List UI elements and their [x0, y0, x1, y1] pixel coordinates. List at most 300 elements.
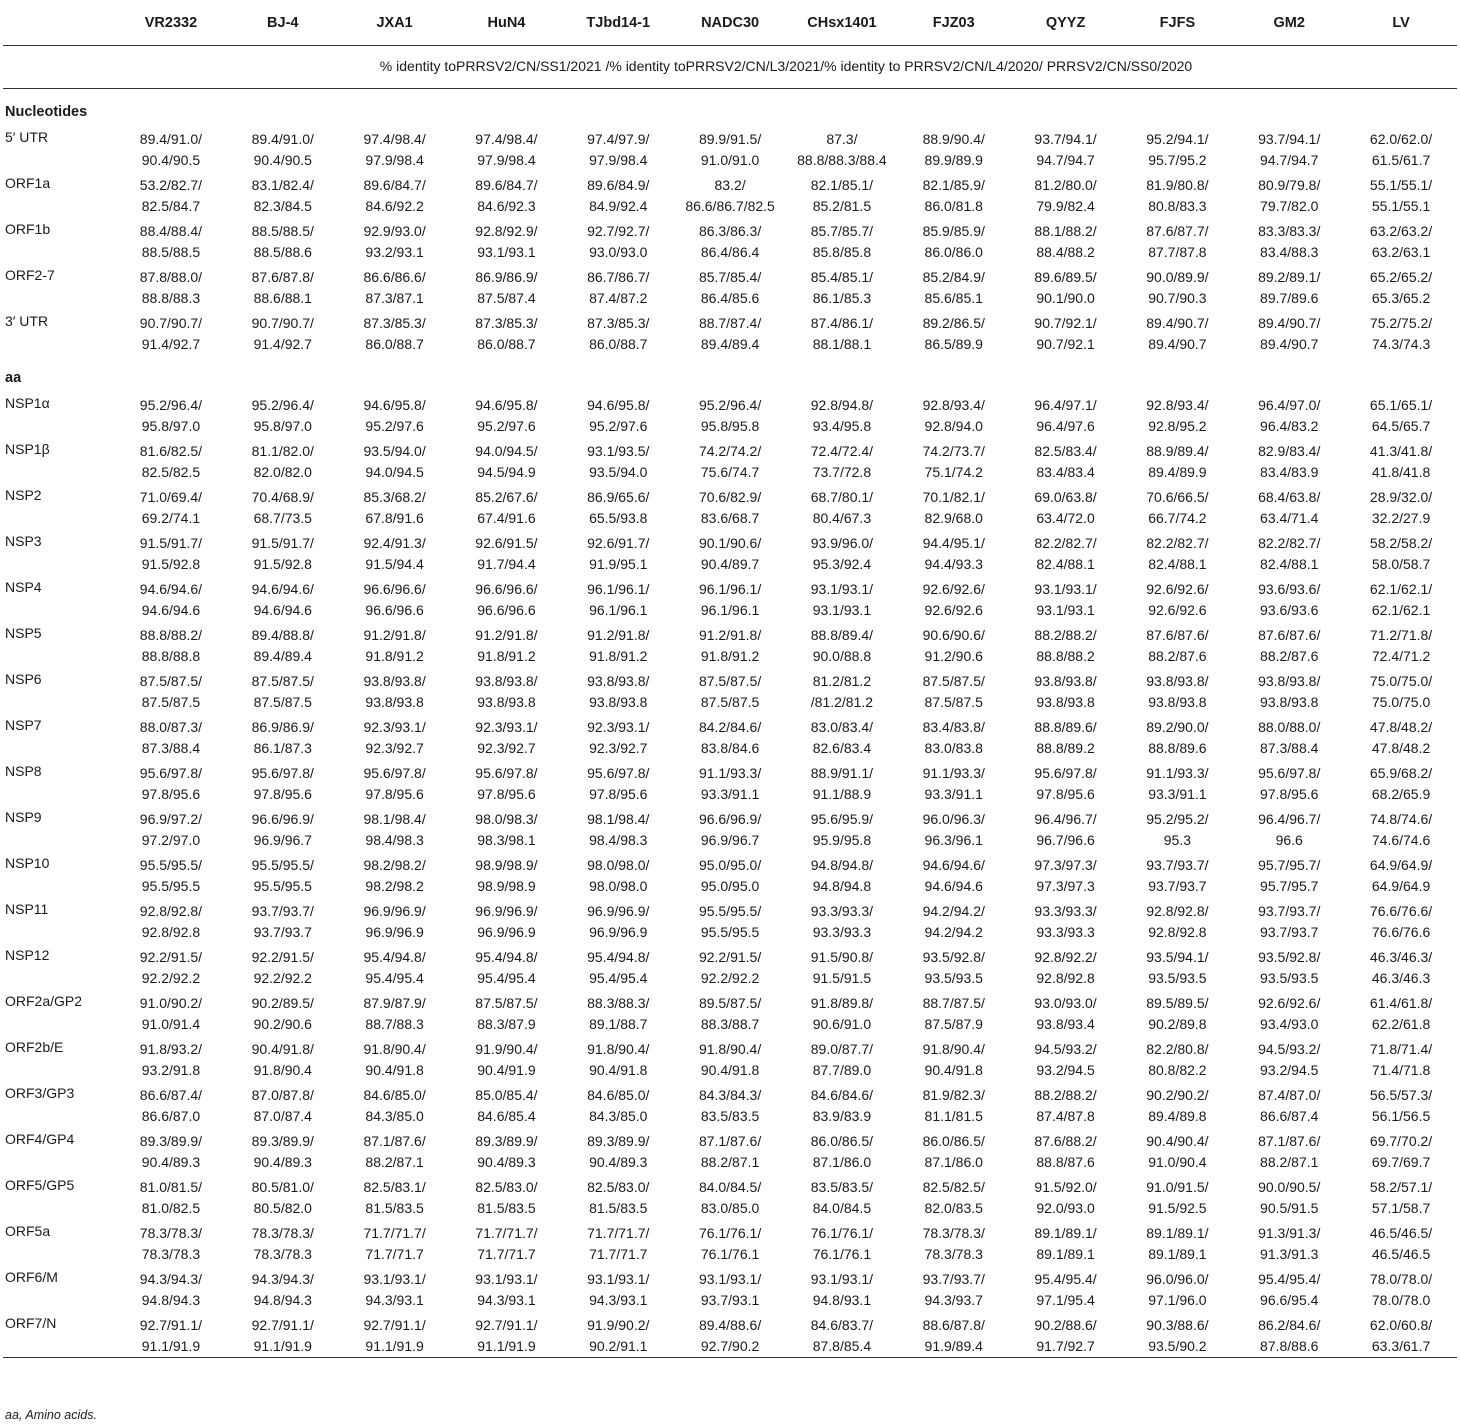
table-cell	[674, 667, 786, 713]
table-cell	[115, 1173, 227, 1219]
cell-line: 88.4/88.2	[1036, 244, 1095, 260]
cell-line: 92.8/92.8/	[1146, 903, 1209, 919]
cell-line: 58.0/58.7	[1371, 556, 1431, 572]
cell-line: 84.3/85.0	[365, 1108, 424, 1124]
cell-line: 86.0/86.5/	[922, 1133, 985, 1149]
table-cell	[451, 759, 563, 805]
cell-line: 83.5/83.5/	[810, 1179, 874, 1195]
table-cell	[898, 667, 1010, 713]
cell-line: 79.7/82.0	[1260, 198, 1319, 214]
cell-line: 82.9/83.4/	[1258, 443, 1321, 459]
cell-line: 92.8/92.8	[1148, 924, 1207, 940]
cell-line: 89.2/86.5/	[922, 315, 985, 331]
table-cell	[1010, 897, 1122, 943]
table-cell	[451, 989, 563, 1035]
cell-line: 89.4/89.8	[1148, 1108, 1207, 1124]
cell-line: 86.9/65.6/	[587, 489, 650, 505]
cell-line: 88.9/91.1/	[810, 765, 874, 781]
cell-line: 86.6/87.4/	[139, 1087, 203, 1103]
table-cell	[674, 217, 786, 263]
cell-line: 93.7/93.7/	[251, 903, 314, 919]
cell-line: 84.6/84.6/	[810, 1087, 874, 1103]
column-header: JXA1	[339, 0, 451, 46]
cell-line: 88.8/89.6/	[1034, 719, 1097, 735]
table-cell	[1121, 217, 1233, 263]
cell-line: 96.3/96.1	[924, 832, 983, 848]
table-cell	[339, 437, 451, 483]
table-row	[3, 483, 1457, 529]
cell-line: 95.5/95.5	[253, 878, 312, 894]
cell-line: 95.6/97.8/	[587, 765, 650, 781]
cell-line: 94.5/94.9	[477, 464, 536, 480]
cell-line: 96.9/97.2/	[139, 811, 203, 827]
cell-line: 82.0/82.0	[253, 464, 312, 480]
cell-line: 91.1/91.9	[365, 1338, 424, 1354]
cell-line: 89.1/89.1/	[1034, 1225, 1097, 1241]
cell-line: 82.5/83.0/	[475, 1179, 538, 1195]
cell-line: 90.7/92.1	[1036, 336, 1095, 352]
cell-line: 93.3/93.3/	[810, 903, 874, 919]
cell-line: 82.5/82.5	[141, 464, 201, 480]
table-cell	[227, 171, 339, 217]
column-header: GM2	[1233, 0, 1345, 46]
cell-line: 46.5/46.5/	[1369, 1225, 1433, 1241]
cell-line: 91.8/90.4/	[922, 1041, 985, 1057]
cell-line: 87.6/87.7/	[1146, 223, 1209, 239]
cell-line: 89.6/84.7/	[475, 177, 538, 193]
cell-line: 92.0/93.0	[1036, 1200, 1095, 1216]
cell-line: 97.8/95.6	[477, 786, 536, 802]
table-cell	[786, 1035, 898, 1081]
table-cell	[451, 667, 563, 713]
cell-line: 82.2/82.7/	[1258, 535, 1321, 551]
cell-line: 92.8/95.2	[1148, 418, 1207, 434]
cell-line: 92.2/92.2	[700, 970, 760, 986]
table-cell	[1233, 805, 1345, 851]
cell-line: 87.6/87.8/	[251, 269, 314, 285]
row-label: ORF2a/GP2	[5, 993, 83, 1009]
cell-line: 96.1/96.1	[589, 602, 648, 618]
cell-line: 82.1/85.1/	[810, 177, 874, 193]
header-row	[3, 0, 1457, 46]
cell-line: 93.2/93.1	[365, 244, 424, 260]
cell-line: 57.1/58.7	[1371, 1200, 1431, 1216]
table-cell	[1233, 1081, 1345, 1127]
table-cell	[562, 989, 674, 1035]
cell-line: 98.0/98.0/	[587, 857, 650, 873]
cell-line: 94.8/94.8/	[810, 857, 874, 873]
cell-line: 98.9/98.9	[477, 878, 536, 894]
cell-line: 83.1/82.4/	[251, 177, 314, 193]
cell-line: 78.3/78.3/	[922, 1225, 985, 1241]
table-cell	[786, 529, 898, 575]
table-cell	[898, 1035, 1010, 1081]
table-cell	[115, 529, 227, 575]
row-label: NSP8	[5, 763, 42, 779]
table-cell	[227, 1127, 339, 1173]
table-cell	[898, 1081, 1010, 1127]
cell-line: 93.5/92.8/	[922, 949, 985, 965]
cell-line: 74.2/74.2/	[698, 443, 762, 459]
cell-line: 84.6/83.7/	[810, 1317, 874, 1333]
table-cell	[339, 575, 451, 621]
table-cell	[786, 1265, 898, 1311]
table-cell	[1345, 483, 1457, 529]
table-cell	[115, 391, 227, 437]
table-cell	[451, 391, 563, 437]
cell-line: 88.6/87.8/	[922, 1317, 985, 1333]
cell-line: 91.5/91.7/	[251, 535, 314, 551]
cell-line: 95.7/95.7/	[1258, 857, 1321, 873]
cell-line: 82.1/85.9/	[922, 177, 985, 193]
cell-line: 95.2/97.6	[477, 418, 536, 434]
table-cell	[898, 483, 1010, 529]
table-cell	[1233, 897, 1345, 943]
cell-line: 86.4/85.6	[700, 290, 760, 306]
cell-line: 85.7/85.7/	[810, 223, 874, 239]
identity-table	[3, 0, 1457, 1358]
cell-line: 86.9/86.9/	[251, 719, 314, 735]
table-cell	[1233, 989, 1345, 1035]
table-cell	[115, 713, 227, 759]
cell-line: 86.6/86.6/	[363, 269, 426, 285]
cell-line: 92.8/93.4/	[922, 397, 985, 413]
cell-line: 92.6/92.6/	[1258, 995, 1321, 1011]
cell-line: 93.2/91.8	[141, 1062, 201, 1078]
table-cell	[1010, 309, 1122, 355]
cell-line: 76.1/76.1	[700, 1246, 760, 1262]
cell-line: 89.3/89.9/	[139, 1133, 203, 1149]
cell-line: 89.9/91.5/	[698, 131, 762, 147]
cell-line: 93.8/93.8	[1260, 694, 1319, 710]
table-cell	[1345, 1173, 1457, 1219]
cell-line: 82.4/88.1	[1260, 556, 1319, 572]
table-cell	[451, 575, 563, 621]
table-cell	[786, 897, 898, 943]
cell-line: 78.0/78.0	[1371, 1292, 1431, 1308]
table-cell	[562, 483, 674, 529]
table-cell	[1345, 667, 1457, 713]
cell-line: 93.3/91.1	[700, 786, 760, 802]
cell-line: 87.3/85.3/	[475, 315, 538, 331]
cell-line: 93.7/93.7	[1148, 878, 1207, 894]
table-cell	[562, 759, 674, 805]
cell-line: 75.2/75.2/	[1369, 315, 1433, 331]
cell-line: 95.2/96.4/	[251, 397, 314, 413]
cell-line: 89.4/88.6/	[698, 1317, 762, 1333]
cell-line: 89.4/88.8/	[251, 627, 314, 643]
cell-line: 95.7/95.7	[1260, 878, 1319, 894]
cell-line: 62.1/62.1/	[1369, 581, 1433, 597]
cell-line: 83.3/83.3/	[1258, 223, 1321, 239]
cell-line: 75.1/74.2	[924, 464, 983, 480]
cell-line: 96.6	[1275, 832, 1303, 848]
cell-line: 94.2/94.2/	[922, 903, 985, 919]
cell-line: 94.0/94.5/	[475, 443, 538, 459]
table-cell	[1121, 1219, 1233, 1265]
cell-line: 65.1/65.1/	[1369, 397, 1433, 413]
table-cell	[1121, 943, 1233, 989]
table-cell	[898, 1311, 1010, 1358]
cell-line: 89.4/89.9	[1148, 464, 1207, 480]
cell-line: 98.9/98.9/	[475, 857, 538, 873]
cell-line: 92.6/92.6	[1148, 602, 1207, 618]
cell-line: 97.3/97.3/	[1034, 857, 1097, 873]
table-cell	[451, 1081, 563, 1127]
cell-line: 96.0/96.3/	[922, 811, 985, 827]
cell-line: 93.1/93.1	[477, 244, 536, 260]
cell-line: 71.7/71.7	[477, 1246, 536, 1262]
cell-line: 70.4/68.9/	[251, 489, 314, 505]
cell-line: 96.6/96.9/	[698, 811, 762, 827]
cell-line: 86.1/85.3	[812, 290, 872, 306]
cell-line: 90.2/90.2/	[1146, 1087, 1209, 1103]
cell-line: 95.2/95.2/	[1146, 811, 1209, 827]
cell-line: 92.6/92.6/	[922, 581, 985, 597]
cell-line: 75.6/74.7	[700, 464, 760, 480]
row-label: ORF2b/E	[5, 1039, 64, 1055]
cell-line: 32.2/27.9	[1371, 510, 1431, 526]
table-cell	[786, 171, 898, 217]
cell-line: 94.7/94.7	[1036, 152, 1095, 168]
table-cell	[1121, 621, 1233, 667]
cell-line: 91.1/91.9	[141, 1338, 201, 1354]
cell-line: 87.4/87.2	[589, 290, 648, 306]
table-cell	[339, 1081, 451, 1127]
cell-line: 65.3/65.2	[1371, 290, 1431, 306]
cell-line: 91.8/89.8/	[810, 995, 874, 1011]
subheader-text: % identity toPRRSV2/CN/SS1/2021 /% identity toPRRSV2/CN/L3/2021/% identity to PRRSV2/CN/L4/2020/ PRRSV2/CN/SS0/2020	[115, 46, 1457, 89]
cell-line: 58.2/58.2/	[1369, 535, 1433, 551]
table-row	[3, 989, 1457, 1035]
cell-line: 95.0/95.0	[700, 878, 760, 894]
cell-line: 92.7/92.7/	[587, 223, 650, 239]
cell-line: 89.4/89.4	[253, 648, 312, 664]
cell-line: 73.7/72.8	[812, 464, 872, 480]
cell-line: 93.1/93.1/	[810, 581, 874, 597]
table-cell	[1233, 483, 1345, 529]
table-row	[3, 667, 1457, 713]
cell-line: 88.3/87.9	[477, 1016, 536, 1032]
cell-line: 94.5/93.2/	[1258, 1041, 1321, 1057]
cell-line: 93.0/93.0	[589, 244, 648, 260]
table-cell	[1010, 989, 1122, 1035]
table-cell	[115, 897, 227, 943]
cell-line: 71.4/71.8	[1371, 1062, 1431, 1078]
cell-line: 63.3/61.7	[1371, 1338, 1431, 1354]
cell-line: 71.7/71.7	[365, 1246, 424, 1262]
cell-line: 93.8/93.8/	[1146, 673, 1209, 689]
cell-line: 90.6/91.0	[812, 1016, 872, 1032]
cell-line: 82.5/82.5/	[922, 1179, 985, 1195]
cell-line: 87.8/88.6	[1260, 1338, 1319, 1354]
cell-line: 92.7/91.1/	[251, 1317, 314, 1333]
cell-line: 88.9/90.4/	[922, 131, 985, 147]
cell-line: 94.6/95.8/	[363, 397, 426, 413]
cell-line: 55.1/55.1/	[1369, 177, 1433, 193]
table-cell	[1233, 1173, 1345, 1219]
cell-line: 82.2/82.7/	[1034, 535, 1097, 551]
table-cell	[898, 1219, 1010, 1265]
cell-line: 97.8/95.6	[365, 786, 424, 802]
cell-line: 93.5/93.5	[1260, 970, 1319, 986]
cell-line: 94.6/94.6/	[139, 581, 203, 597]
cell-line: 88.8/88.2	[1036, 648, 1095, 664]
cell-line: 98.0/98.3/	[475, 811, 538, 827]
cell-line: 72.4/72.4/	[810, 443, 874, 459]
cell-line: 89.4/90.7	[1148, 336, 1207, 352]
row-label: NSP3	[5, 533, 42, 549]
cell-line: 74.8/74.6/	[1369, 811, 1433, 827]
table-cell	[451, 171, 563, 217]
cell-line: 63.2/63.1	[1371, 244, 1431, 260]
cell-line: 83.8/84.6	[700, 740, 760, 756]
cell-line: 86.6/87.0	[141, 1108, 201, 1124]
cell-line: 89.2/89.1/	[1258, 269, 1321, 285]
cell-line: 93.8/93.8	[477, 694, 536, 710]
cell-line: 86.0/88.7	[477, 336, 536, 352]
cell-line: 95.5/95.5/	[698, 903, 762, 919]
cell-line: 90.7/92.1/	[1034, 315, 1097, 331]
cell-line: 64.5/65.7	[1371, 418, 1431, 434]
cell-line: 65.2/65.2/	[1369, 269, 1433, 285]
row-label: NSP5	[5, 625, 42, 641]
table-cell	[562, 1173, 674, 1219]
cell-line: 90.3/88.6/	[1146, 1317, 1209, 1333]
cell-line: 93.5/93.5	[924, 970, 983, 986]
table-row	[3, 897, 1457, 943]
cell-line: 76.6/76.6	[1371, 924, 1431, 940]
cell-line: 89.6/84.7/	[363, 177, 426, 193]
table-row	[3, 1219, 1457, 1265]
cell-line: 81.1/82.0/	[251, 443, 314, 459]
table-cell	[898, 575, 1010, 621]
table-cell	[227, 713, 339, 759]
table-cell	[227, 1081, 339, 1127]
table-cell	[1121, 1173, 1233, 1219]
cell-line: 91.8/90.4/	[363, 1041, 426, 1057]
cell-line: /81.2/81.2	[810, 694, 874, 710]
cell-line: 94.6/94.6	[924, 878, 983, 894]
cell-line: 81.2/80.0/	[1034, 177, 1097, 193]
table-cell	[1345, 217, 1457, 263]
footnote: aa, Amino acids.	[5, 1408, 97, 1422]
cell-line: 94.3/93.1	[589, 1292, 648, 1308]
cell-line: 89.5/89.5/	[1146, 995, 1209, 1011]
table-cell	[898, 897, 1010, 943]
cell-line: 95.6/95.9/	[810, 811, 874, 827]
table-cell	[1345, 851, 1457, 897]
cell-line: 86.6/87.4	[1260, 1108, 1319, 1124]
row-label: NSP12	[5, 947, 50, 963]
cell-line: 87.5/87.5	[924, 694, 983, 710]
table-cell	[1010, 263, 1122, 309]
cell-line: 89.6/84.9/	[587, 177, 650, 193]
table-cell	[339, 391, 451, 437]
table-cell	[451, 1035, 563, 1081]
table-cell	[115, 575, 227, 621]
table-cell	[115, 1035, 227, 1081]
cell-line: 82.5/83.1/	[363, 1179, 426, 1195]
table-cell	[1121, 263, 1233, 309]
cell-line: 90.4/90.4/	[1146, 1133, 1209, 1149]
cell-line: 83.4/83.8/	[922, 719, 985, 735]
cell-line: 89.6/89.5/	[1034, 269, 1097, 285]
cell-line: 90.2/90.6	[253, 1016, 312, 1032]
cell-line: 69.7/70.2/	[1369, 1133, 1433, 1149]
table-cell	[339, 125, 451, 171]
table-cell	[227, 483, 339, 529]
cell-line: 78.3/78.3	[924, 1246, 983, 1262]
cell-line: 91.1/93.3/	[1146, 765, 1209, 781]
cell-line: 91.8/91.2	[700, 648, 760, 664]
cell-line: 81.5/83.5	[477, 1200, 536, 1216]
cell-line: 63.4/72.0	[1036, 510, 1095, 526]
cell-line: 96.9/96.9	[477, 924, 536, 940]
cell-line: 87.3/85.3/	[587, 315, 650, 331]
cell-line: 89.4/90.7	[1260, 336, 1319, 352]
cell-line: 94.8/94.3	[253, 1292, 312, 1308]
cell-line: 81.2/81.2	[812, 673, 872, 689]
cell-line: 53.2/82.7/	[139, 177, 203, 193]
cell-line: 91.8/90.4/	[698, 1041, 762, 1057]
cell-line: 91.7/94.4	[477, 556, 536, 572]
table-cell	[674, 621, 786, 667]
table-cell	[451, 1127, 563, 1173]
row-label: NSP4	[5, 579, 42, 595]
cell-line: 46.3/46.3/	[1369, 949, 1433, 965]
row-label: NSP6	[5, 671, 42, 687]
cell-line: 86.0/86.0	[924, 244, 983, 260]
table-cell	[451, 309, 563, 355]
cell-line: 97.9/98.4	[365, 152, 424, 168]
cell-line: 62.0/62.0/	[1369, 131, 1433, 147]
table-cell	[339, 529, 451, 575]
cell-line: 87.5/87.5/	[475, 995, 538, 1011]
cell-line: 87.1/87.6/	[363, 1133, 426, 1149]
cell-line: 94.3/93.1	[477, 1292, 536, 1308]
cell-line: 87.5/87.4	[477, 290, 536, 306]
table-cell	[339, 171, 451, 217]
cell-line: 90.0/90.5/	[1258, 1179, 1321, 1195]
table-cell	[562, 667, 674, 713]
table-cell	[1345, 171, 1457, 217]
cell-line: 94.4/95.1/	[922, 535, 985, 551]
table-cell	[674, 483, 786, 529]
cell-line: 41.3/41.8/	[1369, 443, 1433, 459]
cell-line: 89.3/89.9/	[251, 1133, 314, 1149]
cell-line: 68.2/65.9	[1371, 786, 1431, 802]
cell-line: 96.9/96.9	[589, 924, 648, 940]
table-row	[3, 1265, 1457, 1311]
table-cell	[786, 989, 898, 1035]
cell-line: 88.7/87.4/	[698, 315, 762, 331]
cell-line: 86.0/88.7	[589, 336, 648, 352]
table-cell	[451, 1173, 563, 1219]
cell-line: 95.2/96.4/	[698, 397, 762, 413]
cell-line: 83.0/85.0	[700, 1200, 760, 1216]
cell-line: 95.7/95.2	[1148, 152, 1207, 168]
table-cell	[562, 1127, 674, 1173]
table-cell	[1010, 529, 1122, 575]
table-cell	[115, 943, 227, 989]
cell-line: 91.1/93.3/	[698, 765, 762, 781]
cell-line: 95.8/97.0	[141, 418, 201, 434]
row-label: NSP2	[5, 487, 42, 503]
table-cell	[898, 989, 1010, 1035]
cell-line: 88.8/88.3/88.4	[797, 152, 887, 168]
cell-line: 82.5/83.4/	[1034, 443, 1097, 459]
